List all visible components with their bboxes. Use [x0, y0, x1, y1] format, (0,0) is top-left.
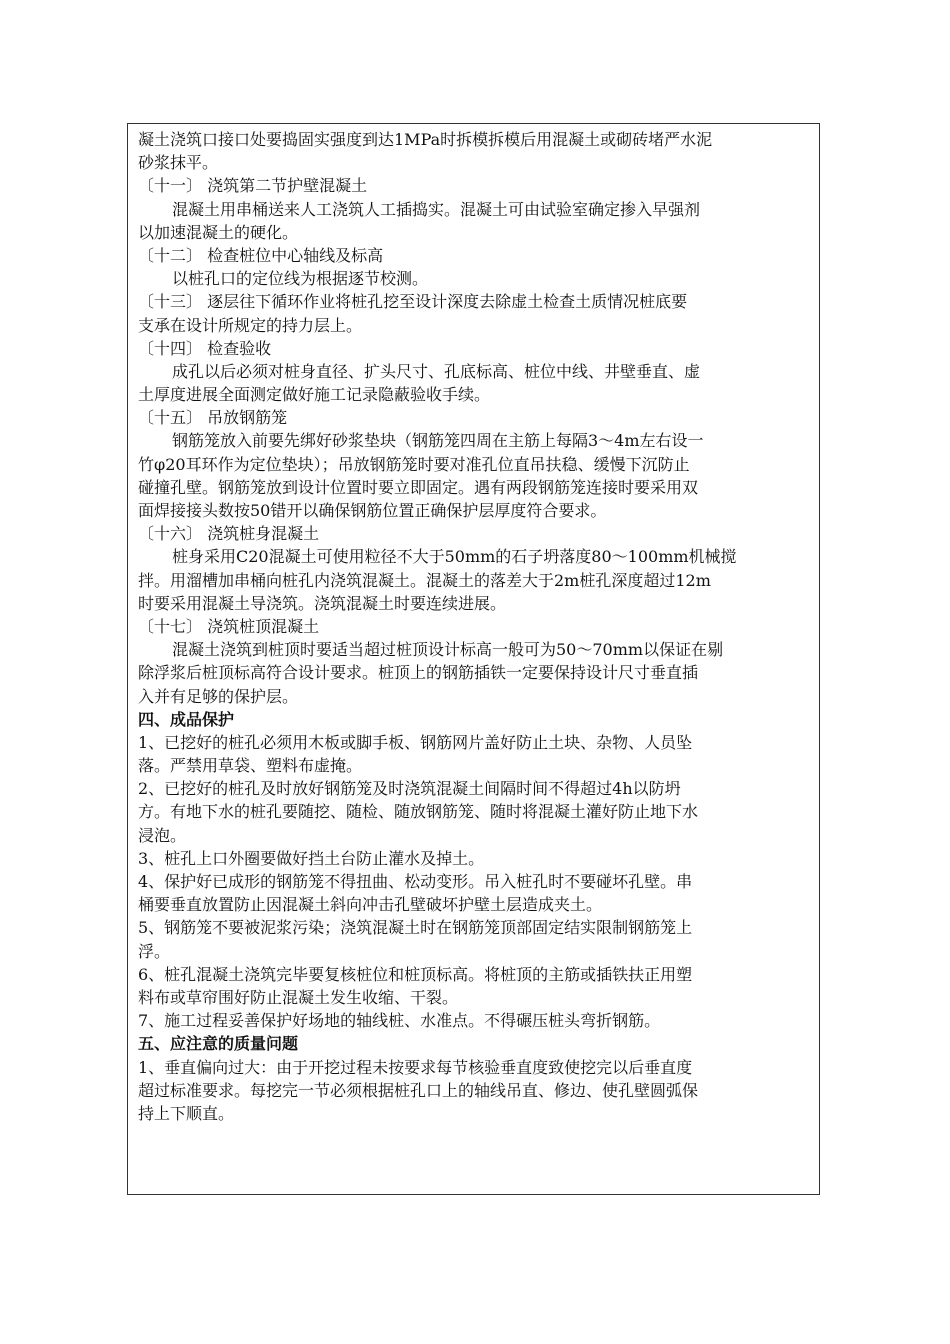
text-line: 3、桩孔上口外圈要做好挡土台防止灌水及掉土。 — [138, 848, 485, 868]
chapter-heading: 五、应注意的质量问题 — [138, 1034, 299, 1054]
text-line: 超过标准要求。每挖完一节必须根据桩孔口上的轴线吊直、修边、使孔壁圆弧保 — [138, 1080, 699, 1100]
text-line: 2、已挖好的桩孔及时放好钢筋笼及时浇筑混凝土间隔时间不得超过4h以防坍 — [138, 779, 681, 799]
text-line: 凝土浇筑口接口处要捣固实强度到达1MPa时拆模拆模后用混凝土或砌砖堵严水泥 — [138, 130, 713, 149]
text-line: 浮。 — [138, 941, 171, 961]
text-line: 以桩孔口的定位线为根据逐节校测。 — [172, 269, 429, 289]
text-line: 桩身采用C20混凝土可使用粒径不大于50mm的石子坍落度80～100mm机械搅 — [172, 547, 737, 567]
text-line: 方。有地下水的桩孔要随挖、随检、随放钢筋笼、随时将混凝土灌好防止地下水 — [138, 802, 699, 822]
text-line: 落。严禁用草袋、塑料布虚掩。 — [138, 756, 363, 776]
text-line: 持上下顺直。 — [138, 1103, 235, 1123]
text-line: 以加速混凝土的硬化。 — [138, 222, 299, 242]
text-line: 碰撞孔壁。钢筋笼放到设计位置时要立即固定。遇有两段钢筋笼连接时要采用双 — [138, 477, 699, 497]
text-line: 成孔以后必须对桩身直径、扩头尺寸、孔底标高、桩位中线、井壁垂直、虚 — [172, 361, 701, 381]
chapter-heading: 四、成品保护 — [138, 709, 235, 729]
section-heading: 〔十三〕 逐层往下循环作业将桩孔挖至设计深度去除虚土检查土质情况桩底要 — [138, 292, 688, 312]
text-line: 竹φ20耳环作为定位垫块）；吊放钢筋笼时要对准孔位直吊扶稳、缓慢下沉防止 — [138, 454, 690, 474]
text-line: 砂浆抹平。 — [138, 153, 219, 173]
section-heading: 〔十二〕 检查桩位中心轴线及标高 — [138, 245, 384, 265]
text-line: 料布或草帘围好防止混凝土发生收缩、干裂。 — [138, 987, 459, 1007]
document-table-cell — [127, 123, 820, 1195]
section-heading: 〔十七〕 浇筑桩顶混凝土 — [138, 616, 320, 636]
text-line: 除浮浆后桩顶标高符合设计要求。桩顶上的钢筋插铁一定要保持设计尺寸垂直插 — [138, 663, 699, 683]
text-line: 1、已挖好的桩孔必须用木板或脚手板、钢筋网片盖好防止土块、杂物、人员坠 — [138, 732, 693, 752]
section-heading: 〔十五〕 吊放钢筋笼 — [138, 408, 288, 428]
section-heading: 〔十四〕 检查验收 — [138, 338, 272, 358]
text-line: 支承在设计所规定的持力层上。 — [138, 315, 363, 335]
text-line: 土厚度进展全面测定做好施工记录隐蔽验收手续。 — [138, 385, 491, 405]
text-line: 混凝土浇筑到桩顶时要适当超过桩顶设计标高一般可为50～70mm以保证在剔 — [172, 640, 724, 660]
text-line: 钢筋笼放入前要先绑好砂浆垫块（钢筋笼四周在主筋上每隔3～4m左右设一 — [172, 431, 704, 451]
text-line: 5、钢筋笼不要被泥浆污染；浇筑混凝土时在钢筋笼顶部固定结实限制钢筋笼上 — [138, 918, 693, 938]
text-line: 6、桩孔混凝土浇筑完毕要复核桩位和桩顶标高。将桩顶的主筋或插铁扶正用塑 — [138, 964, 693, 984]
text-line: 浸泡。 — [138, 825, 187, 845]
text-line: 1、垂直偏向过大：由于开挖过程未按要求每节核验垂直度致使挖完以后垂直度 — [138, 1057, 693, 1077]
text-line: 入并有足够的保护层。 — [138, 686, 299, 706]
text-line: 混凝土用串桶送来人工浇筑人工插捣实。混凝土可由试验室确定掺入早强剂 — [172, 199, 701, 219]
section-heading: 〔十一〕 浇筑第二节护壁混凝土 — [138, 176, 368, 196]
text-line: 面焊接接头数按50错开以确保钢筋位置正确保护层厚度符合要求。 — [138, 501, 607, 520]
text-line: 7、施工过程妥善保护好场地的轴线桩、水准点。不得碾压桩头弯折钢筋。 — [138, 1011, 661, 1031]
text-line: 桶要垂直放置防止因混凝土斜向冲击孔壁破坏护壁土层造成夹土。 — [138, 895, 603, 915]
section-heading: 〔十六〕 浇筑桩身混凝土 — [138, 524, 320, 544]
text-line: 时要采用混凝土导浇筑。浇筑混凝土时要连续进展。 — [138, 593, 507, 613]
text-line: 拌。用溜槽加串桶向桩孔内浇筑混凝土。混凝土的落差大于2m桩孔深度超过12m — [138, 570, 711, 590]
text-line: 4、保护好已成形的钢筋笼不得扭曲、松动变形。吊入桩孔时不要碰坏孔壁。串 — [138, 872, 693, 891]
